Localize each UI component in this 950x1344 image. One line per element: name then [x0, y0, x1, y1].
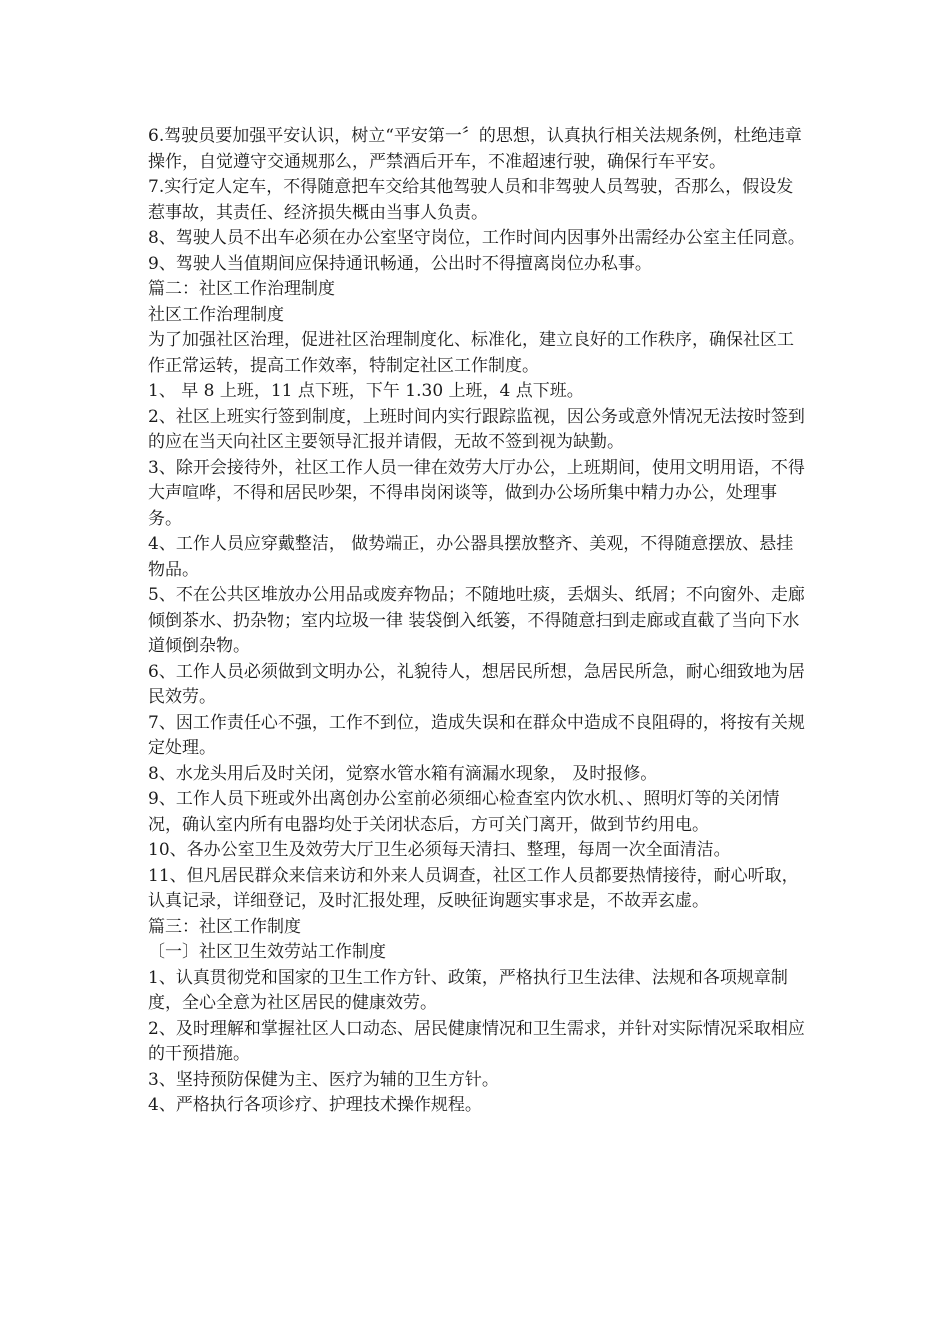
document-page: [148, 124, 808, 1119]
rule-1-work-hours: 1、 早 8 上班，11 点下班，下午 1.30 上班，4 点下班。: [148, 381, 584, 401]
rule-10-cleaning: 10、各办公室卫生及效劳大厅卫生必须每天清扫、整理，每周一次全面清洁。: [148, 840, 731, 860]
health-rule-3: 3、坚持预防保健为主、医疗为辅的卫生方针。: [148, 1069, 499, 1090]
health-rule-4: 4、严格执行各项诊疗、护理技术操作规程。: [148, 1095, 482, 1115]
rule-3-service-hall: 3、除开会接待外，社区工作人员一律在效劳大厅办公，上班期间，使用文明用语，不得大声喧哗，不得和居民吵架，不得串岗闲谈等，做到办公场所集中精力办公，处理事务。: [148, 457, 805, 529]
health-rule-1: 1、认真贯彻党和国家的卫生工作方针、政策，严格执行卫生法律、法规和各项规章制度，全心全意为社区居民的健康效劳。: [148, 967, 788, 1013]
rule-6-civil-office: 6、工作人员必须做到文明办公，礼貌待人，想居民所想，急居民所急，耐心细致地为居民效劳。: [148, 661, 805, 707]
paragraph-8-stay-on-post: 8、驾驶人员不出车必须在办公室坚守岗位，工作时间内因事外出需经办公室主任同意。: [148, 228, 805, 248]
rule-2-sign-in: 2、社区上班实行签到制度，上班时间内实行跟踪监视，因公务或意外情况无法按时签到的应在当天向社区主要领导汇报并请假，无故不签到视为缺勤。: [148, 406, 805, 452]
paragraph-7-fixed-vehicle: 7.实行定人定车，不得随意把车交给其他驾驶人员和非驾驶人员驾驶，否那么，假设发惹事故，其责任、经济损失概由当事人负责。: [148, 177, 794, 223]
intro-paragraph: 为了加强社区治理，促进社区治理制度化、标准化，建立良好的工作秩序，确保社区工作正常运转，提高工作效率，特制定社区工作制度。: [148, 330, 794, 376]
rule-8-water-tap: 8、水龙头用后及时关闭，觉察水管水箱有滴漏水现象， 及时报修。: [148, 763, 658, 784]
section-heading-part-two: 篇二：社区工作治理制度: [148, 279, 335, 299]
subsection-title-health-station: 〔一〕社区卫生效劳站工作制度: [148, 942, 386, 962]
rule-7-responsibility: 7、因工作责任心不强，工作不到位，造成失误和在群众中造成不良阻碍的，将按有关规定处理。: [148, 712, 805, 758]
paragraph-6-driver-safety: 6.驾驶员要加强平安认识，树立“平安第一〞的思想，认真执行相关法规条例，杜绝违章操作，自觉遵守交通规那么，严禁酒后开车，不准超速行驶，确保行车平安。: [148, 126, 802, 172]
paragraph-9-keep-contact: 9、驾驶人当值期间应保持通讯畅通，公出时不得擅离岗位办私事。: [148, 253, 652, 274]
rule-5-public-area: 5、不在公共区堆放办公用品或废弃物品；不随地吐痰，丢烟头、纸屑；不向窗外、走廊倾倒茶水、扔杂物；室内垃圾一律 装袋倒入纸篓，不得随意扫到走廊或直截了当向下水道倾倒杂物。: [148, 585, 805, 656]
section-title-community-management: 社区工作治理制度: [148, 304, 284, 325]
section-heading-part-three: 篇三：社区工作制度: [148, 916, 301, 937]
health-rule-2: 2、及时理解和掌握社区人口动态、居民健康情况和卫生需求，并针对实际情况采取相应的干预措施。: [148, 1018, 805, 1064]
rule-11-visitors: 11、但凡居民群众来信来访和外来人员调查，社区工作人员都要热情接待，耐心听取，认真记录，详细登记，及时汇报处理，反映征询题实事求是，不故弄玄虚。: [148, 865, 799, 911]
rule-9-power-off: 9、工作人员下班或外出离创办公室前必须细心检查室内饮水机、、照明灯等的关闭情况，确认室内所有电器均处于关闭状态后，方可关门离开，做到节约用电。: [148, 789, 780, 835]
rule-4-appearance: 4、工作人员应穿戴整洁， 做势端正，办公器具摆放整齐、美观，不得随意摆放、悬挂物品。: [148, 534, 794, 580]
